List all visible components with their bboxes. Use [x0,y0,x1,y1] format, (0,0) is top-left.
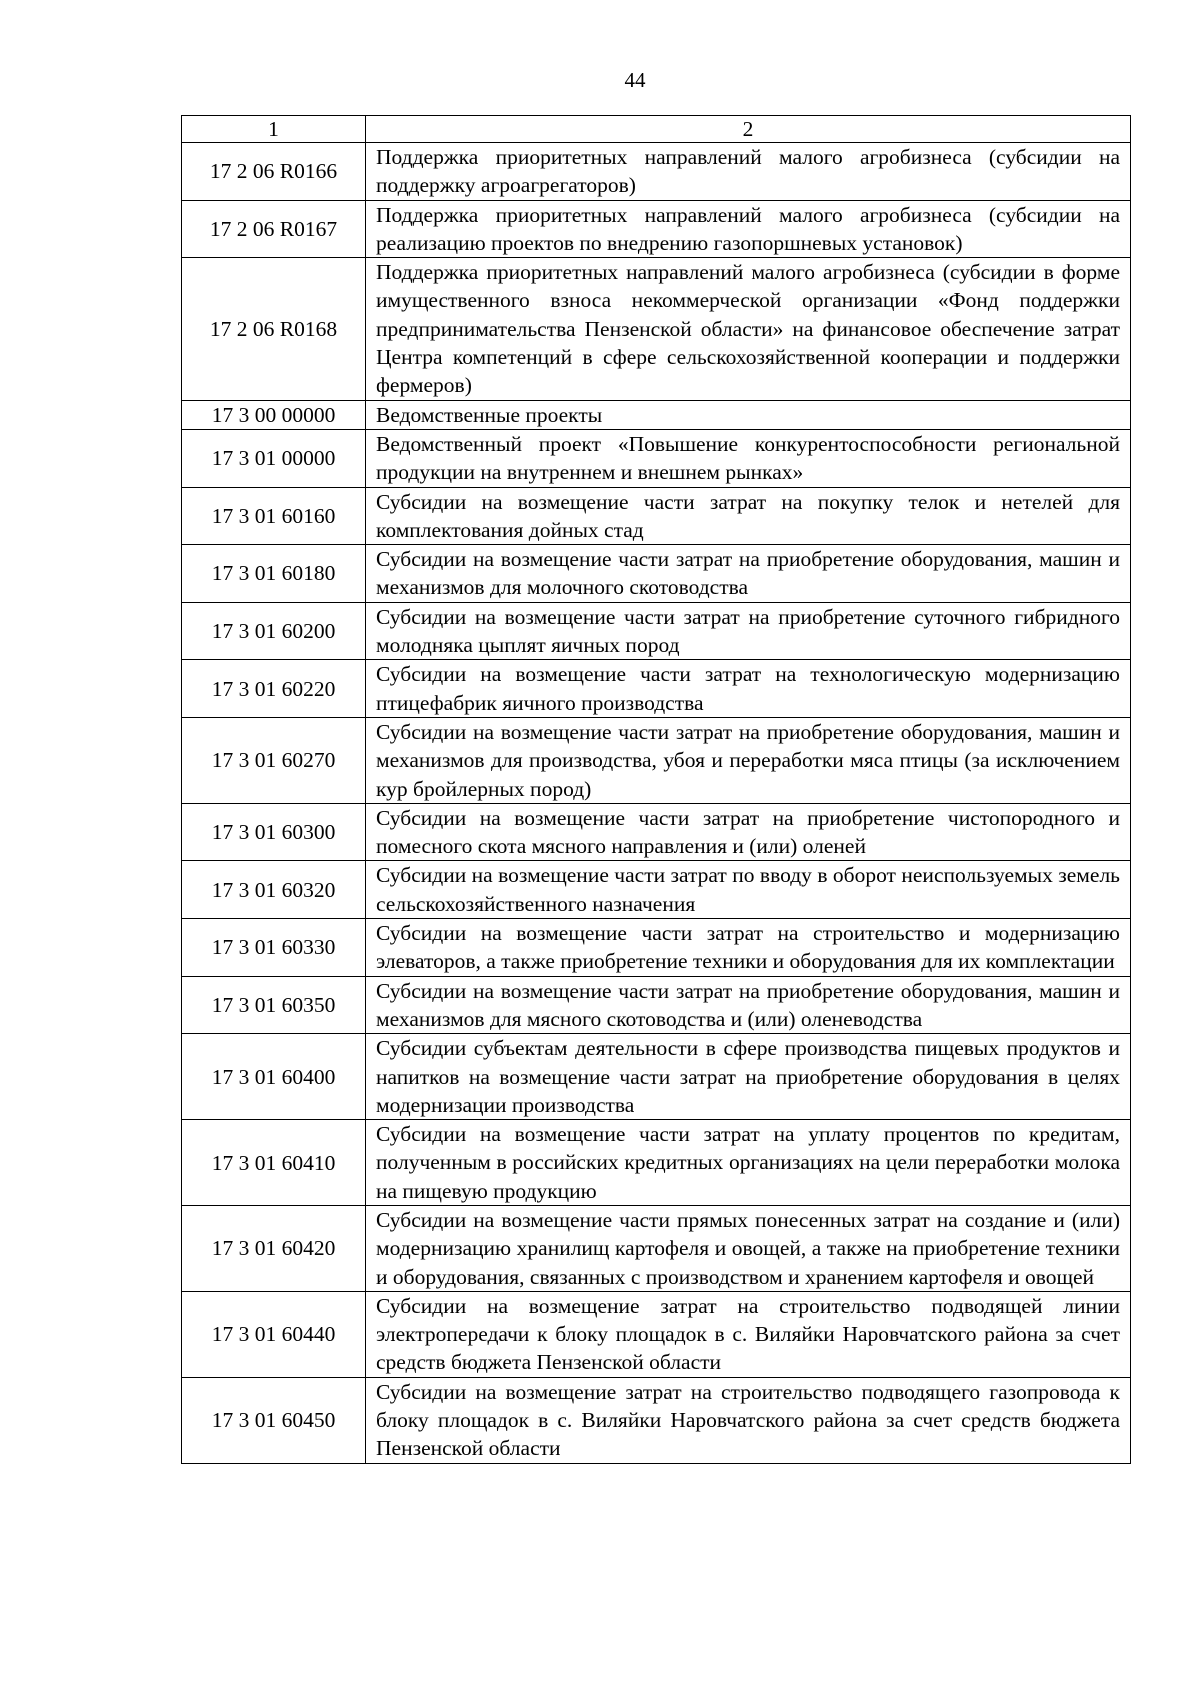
row-code: 17 3 01 60400 [182,1034,366,1120]
column-header-1: 1 [182,116,366,143]
budget-code-table [181,115,1131,1464]
table-row [182,545,1131,603]
row-code: 17 3 00 00000 [182,400,366,429]
table-header-row [182,116,1131,143]
row-code: 17 3 01 00000 [182,429,366,487]
row-description: Субсидии на возмещение части затрат на приобретение оборудования, машин и механизмов для молочного скотоводства [366,545,1131,603]
row-code: 17 3 01 60330 [182,919,366,977]
row-description: Поддержка приоритетных направлений малого агробизнеса (субсидии на поддержку агроагрегаторов) [366,143,1131,201]
row-code: 17 3 01 60450 [182,1377,366,1463]
row-description: Субсидии на возмещение части затрат по вводу в оборот неиспользуемых земель сельскохозяйственного назначения [366,861,1131,919]
table-row [182,919,1131,977]
row-code: 17 2 06 R0168 [182,258,366,400]
row-code: 17 3 01 60350 [182,976,366,1034]
row-description: Субсидии на возмещение части затрат на покупку телок и нетелей для комплектования дойных стад [366,487,1131,545]
table-row [182,976,1131,1034]
row-description: Субсидии на возмещение затрат на строительство подводящего газопровода к блоку площадок в с. Виляйки Наровчатского района за счет средств бюджета Пензенской области [366,1377,1131,1463]
table-row [182,1291,1131,1377]
column-header-2: 2 [366,116,1131,143]
table-row [182,258,1131,400]
table-row [182,1034,1131,1120]
row-description: Поддержка приоритетных направлений малого агробизнеса (субсидии в форме имущественного взноса некоммерческой организации «Фонд поддержки предпринимательства Пензенской области» на финансовое обеспечение затрат Центра компетенций в сфере сельскохозяйственной кооперации и поддержки фермеров) [366,258,1131,400]
table-row [182,1120,1131,1206]
table-row [182,487,1131,545]
row-description: Поддержка приоритетных направлений малого агробизнеса (субсидии на реализацию проектов по внедрению газопоршневых установок) [366,200,1131,258]
row-description: Субсидии субъектам деятельности в сфере производства пищевых продуктов и напитков на возмещение части затрат на приобретение оборудования в целях модернизации производства [366,1034,1131,1120]
row-description: Ведомственные проекты [366,400,1131,429]
table-row [182,602,1131,660]
table-row [182,660,1131,718]
table-row [182,1377,1131,1463]
table-row [182,200,1131,258]
table-row [182,400,1131,429]
row-description: Субсидии на возмещение части затрат на приобретение суточного гибридного молодняка цыплят яичных пород [366,602,1131,660]
row-code: 17 3 01 60440 [182,1291,366,1377]
row-code: 17 3 01 60180 [182,545,366,603]
row-description: Субсидии на возмещение части затрат на уплату процентов по кредитам, полученным в российских кредитных организациях на цели переработки молока на пищевую продукцию [366,1120,1131,1206]
row-code: 17 3 01 60420 [182,1205,366,1291]
row-description: Ведомственный проект «Повышение конкурентоспособности региональной продукции на внутреннем и внешнем рынках» [366,429,1131,487]
row-code: 17 3 01 60160 [182,487,366,545]
table-row [182,861,1131,919]
row-code: 17 3 01 60200 [182,602,366,660]
table-row [182,803,1131,861]
table-row [182,143,1131,201]
row-description: Субсидии на возмещение части затрат на технологическую модернизацию птицефабрик яичного производства [366,660,1131,718]
row-description: Субсидии на возмещение части затрат на строительство и модернизацию элеваторов, а также приобретение техники и оборудования для их комплектации [366,919,1131,977]
table-row [182,1205,1131,1291]
table-row [182,717,1131,803]
row-description: Субсидии на возмещение части затрат на приобретение оборудования, машин и механизмов для мясного скотоводства и (или) оленеводства [366,976,1131,1034]
row-code: 17 3 01 60320 [182,861,366,919]
page-number: 44 [624,68,646,92]
row-description: Субсидии на возмещение части прямых понесенных затрат на создание и (или) модернизацию хранилищ картофеля и овощей, а также на приобретение техники и оборудования, связанных с производством и хранением картофеля и овощей [366,1205,1131,1291]
row-code: 17 3 01 60300 [182,803,366,861]
row-code: 17 3 01 60220 [182,660,366,718]
row-description: Субсидии на возмещение части затрат на приобретение чистопородного и помесного скота мясного направления и (или) оленей [366,803,1131,861]
table-row [182,429,1131,487]
row-code: 17 3 01 60270 [182,717,366,803]
row-description: Субсидии на возмещение части затрат на приобретение оборудования, машин и механизмов для производства, убоя и переработки мяса птицы (за исключением кур бройлерных пород) [366,717,1131,803]
row-code: 17 2 06 R0166 [182,143,366,201]
row-description: Субсидии на возмещение затрат на строительство подводящей линии электропередачи к блоку площадок в с. Виляйки Наровчатского района за счет средств бюджета Пензенской области [366,1291,1131,1377]
row-code: 17 3 01 60410 [182,1120,366,1206]
row-code: 17 2 06 R0167 [182,200,366,258]
